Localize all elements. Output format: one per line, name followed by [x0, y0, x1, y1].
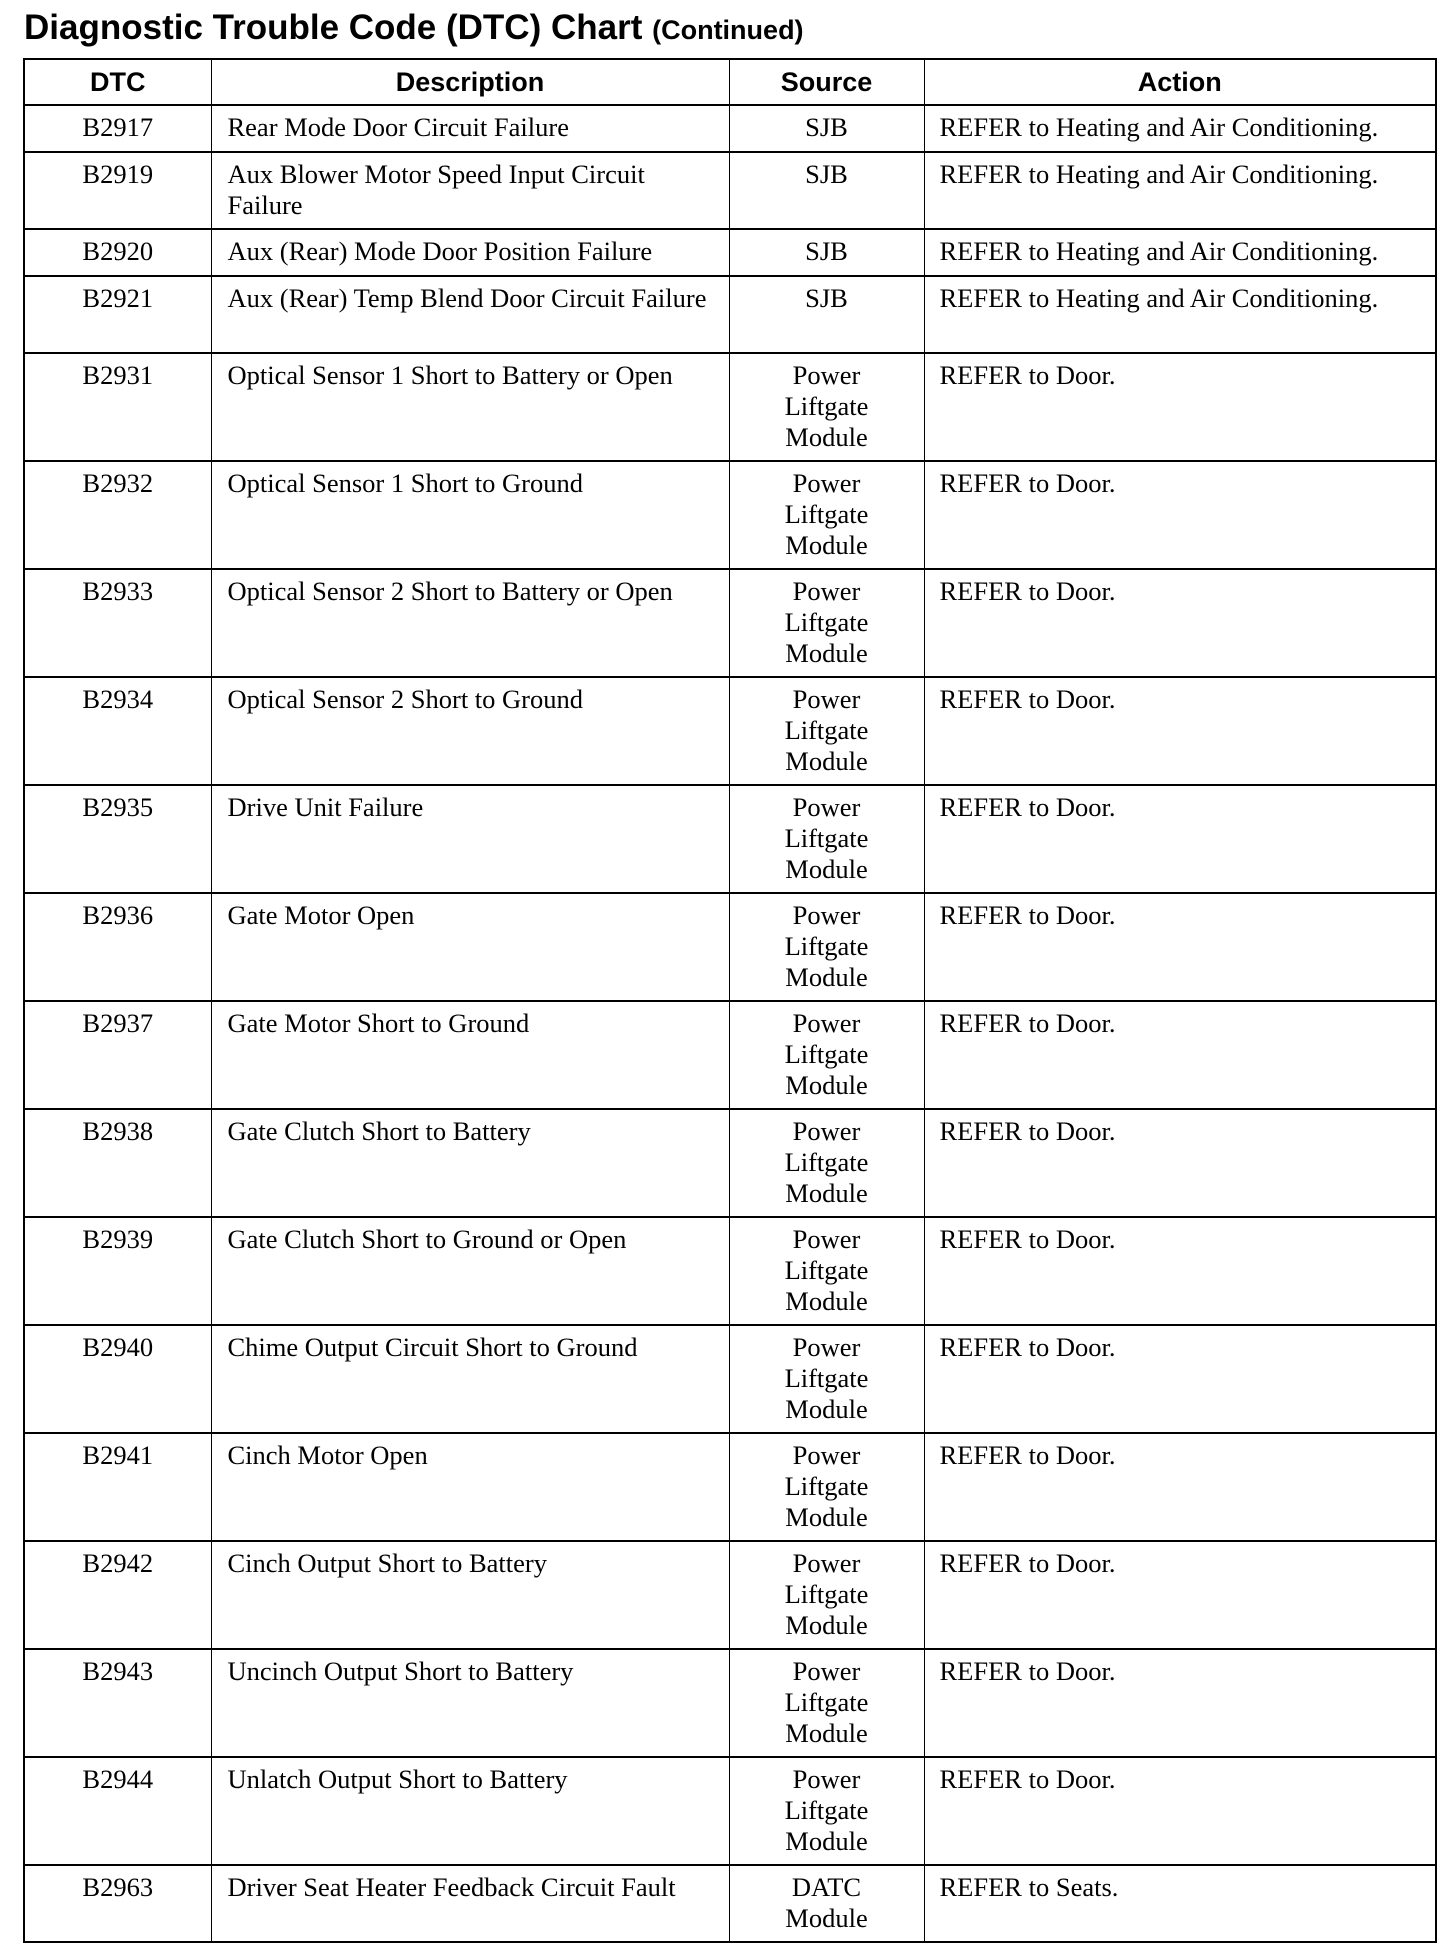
- action-cell: REFER to Door.: [924, 1649, 1436, 1757]
- dtc-code-cell: B2963: [24, 1865, 211, 1942]
- table-row: [24, 229, 1436, 276]
- dtc-code-cell: B2932: [24, 461, 211, 569]
- source-line: Power: [792, 1440, 861, 1470]
- table-row: [24, 353, 1436, 461]
- action-cell: REFER to Heating and Air Conditioning.: [924, 276, 1436, 353]
- source-line: Power: [792, 1548, 861, 1578]
- source-cell: [729, 1649, 924, 1757]
- description-cell: Driver Seat Heater Feedback Circuit Fault: [211, 1865, 729, 1942]
- source-cell: [729, 229, 924, 276]
- source-line: Power: [792, 1656, 861, 1686]
- action-cell: REFER to Door.: [924, 569, 1436, 677]
- source-line: Power: [792, 468, 861, 498]
- description-cell: Aux Blower Motor Speed Input Circuit Failure: [211, 152, 729, 229]
- source-line: SJB: [805, 236, 848, 266]
- description-cell: Gate Clutch Short to Battery: [211, 1109, 729, 1217]
- table-row: [24, 152, 1436, 229]
- dtc-code-cell: B2921: [24, 276, 211, 353]
- source-line: Liftgate: [784, 1147, 869, 1177]
- description-cell: Rear Mode Door Circuit Failure: [211, 105, 729, 152]
- source-line: Power: [792, 792, 861, 822]
- source-line: Power: [792, 576, 861, 606]
- description-cell: Unlatch Output Short to Battery: [211, 1757, 729, 1865]
- source-cell: [729, 1541, 924, 1649]
- source-line: SJB: [805, 159, 848, 189]
- action-cell: REFER to Heating and Air Conditioning.: [924, 152, 1436, 229]
- table-row: [24, 1001, 1436, 1109]
- table-row: [24, 677, 1436, 785]
- table-row: [24, 1109, 1436, 1217]
- source-cell: [729, 105, 924, 152]
- source-line: Module: [785, 746, 868, 776]
- table-row: [24, 569, 1436, 677]
- action-cell: REFER to Door.: [924, 893, 1436, 1001]
- description-cell: Uncinch Output Short to Battery: [211, 1649, 729, 1757]
- action-cell: REFER to Door.: [924, 1325, 1436, 1433]
- dtc-code-cell: B2941: [24, 1433, 211, 1541]
- description-cell: Aux (Rear) Mode Door Position Failure: [211, 229, 729, 276]
- source-line: Liftgate: [784, 1039, 869, 1069]
- table-row: [24, 1325, 1436, 1433]
- table-row: [24, 1541, 1436, 1649]
- action-cell: REFER to Door.: [924, 1217, 1436, 1325]
- source-line: Liftgate: [784, 607, 869, 637]
- source-line: Module: [785, 1903, 868, 1933]
- source-line: Liftgate: [784, 1579, 869, 1609]
- source-cell: [729, 152, 924, 229]
- source-line: Module: [785, 1826, 868, 1856]
- source-line: Liftgate: [784, 823, 869, 853]
- action-cell: REFER to Door.: [924, 677, 1436, 785]
- source-line: Liftgate: [784, 715, 869, 745]
- table-row: [24, 785, 1436, 893]
- dtc-chart-table: [23, 58, 1437, 1943]
- source-line: Liftgate: [784, 1363, 869, 1393]
- source-cell: [729, 461, 924, 569]
- table-row: [24, 461, 1436, 569]
- action-cell: REFER to Door.: [924, 1433, 1436, 1541]
- table-row: [24, 893, 1436, 1001]
- source-line: Liftgate: [784, 1795, 869, 1825]
- header-row: [24, 59, 1436, 105]
- description-cell: Optical Sensor 1 Short to Battery or Open: [211, 353, 729, 461]
- source-cell: [729, 1325, 924, 1433]
- source-line: Power: [792, 360, 861, 390]
- action-cell: REFER to Door.: [924, 785, 1436, 893]
- page-title-suffix: (Continued): [652, 15, 804, 45]
- source-line: SJB: [805, 283, 848, 313]
- source-line: Module: [785, 638, 868, 668]
- source-line: Power: [792, 1116, 861, 1146]
- dtc-code-cell: B2934: [24, 677, 211, 785]
- action-cell: REFER to Seats.: [924, 1865, 1436, 1942]
- source-line: Liftgate: [784, 1687, 869, 1717]
- action-cell: REFER to Door.: [924, 1001, 1436, 1109]
- dtc-code-cell: B2942: [24, 1541, 211, 1649]
- table-row: [24, 105, 1436, 152]
- header-description: Description: [211, 59, 729, 105]
- source-line: Liftgate: [784, 499, 869, 529]
- source-cell: [729, 569, 924, 677]
- dtc-code-cell: B2933: [24, 569, 211, 677]
- header-action: Action: [924, 59, 1436, 105]
- description-cell: Cinch Motor Open: [211, 1433, 729, 1541]
- description-cell: Gate Motor Short to Ground: [211, 1001, 729, 1109]
- source-line: Module: [785, 1502, 868, 1532]
- action-cell: REFER to Door.: [924, 353, 1436, 461]
- table-body: [24, 105, 1436, 1942]
- source-line: Power: [792, 1224, 861, 1254]
- source-cell: [729, 1433, 924, 1541]
- source-cell: [729, 1757, 924, 1865]
- source-line: Module: [785, 1394, 868, 1424]
- description-cell: Gate Motor Open: [211, 893, 729, 1001]
- action-cell: REFER to Heating and Air Conditioning.: [924, 229, 1436, 276]
- action-cell: REFER to Heating and Air Conditioning.: [924, 105, 1436, 152]
- dtc-code-cell: B2943: [24, 1649, 211, 1757]
- header-source: Source: [729, 59, 924, 105]
- source-line: Module: [785, 962, 868, 992]
- source-line: Power: [792, 900, 861, 930]
- description-cell: Optical Sensor 2 Short to Ground: [211, 677, 729, 785]
- source-cell: [729, 893, 924, 1001]
- source-line: SJB: [805, 112, 848, 142]
- action-cell: REFER to Door.: [924, 1757, 1436, 1865]
- source-line: Liftgate: [784, 1255, 869, 1285]
- description-cell: Optical Sensor 2 Short to Battery or Open: [211, 569, 729, 677]
- dtc-code-cell: B2939: [24, 1217, 211, 1325]
- description-cell: Cinch Output Short to Battery: [211, 1541, 729, 1649]
- table-row: [24, 1649, 1436, 1757]
- description-cell: Drive Unit Failure: [211, 785, 729, 893]
- source-line: Module: [785, 1070, 868, 1100]
- source-line: Liftgate: [784, 931, 869, 961]
- source-cell: [729, 1865, 924, 1942]
- source-line: Power: [792, 1332, 861, 1362]
- source-cell: [729, 677, 924, 785]
- dtc-code-cell: B2938: [24, 1109, 211, 1217]
- description-cell: Gate Clutch Short to Ground or Open: [211, 1217, 729, 1325]
- source-line: Module: [785, 1178, 868, 1208]
- action-cell: REFER to Door.: [924, 1541, 1436, 1649]
- source-cell: [729, 353, 924, 461]
- source-line: Module: [785, 530, 868, 560]
- source-line: Power: [792, 1764, 861, 1794]
- description-cell: Chime Output Circuit Short to Ground: [211, 1325, 729, 1433]
- table-row: [24, 1757, 1436, 1865]
- header-dtc: DTC: [24, 59, 211, 105]
- dtc-code-cell: B2940: [24, 1325, 211, 1433]
- source-line: Module: [785, 422, 868, 452]
- dtc-code-cell: B2931: [24, 353, 211, 461]
- source-line: Module: [785, 854, 868, 884]
- action-cell: REFER to Door.: [924, 461, 1436, 569]
- description-cell: Optical Sensor 1 Short to Ground: [211, 461, 729, 569]
- source-line: Liftgate: [784, 391, 869, 421]
- source-line: Module: [785, 1610, 868, 1640]
- source-line: Module: [785, 1286, 868, 1316]
- source-line: Power: [792, 684, 861, 714]
- table-row: [24, 1217, 1436, 1325]
- dtc-code-cell: B2937: [24, 1001, 211, 1109]
- source-line: Power: [792, 1008, 861, 1038]
- page-title-main: Diagnostic Trouble Code (DTC) Chart: [24, 8, 643, 47]
- page-title: [24, 8, 804, 48]
- table-row: [24, 276, 1436, 353]
- action-cell: REFER to Door.: [924, 1109, 1436, 1217]
- source-line: Module: [785, 1718, 868, 1748]
- description-cell: Aux (Rear) Temp Blend Door Circuit Failure: [211, 276, 729, 353]
- table-row: [24, 1433, 1436, 1541]
- dtc-code-cell: B2935: [24, 785, 211, 893]
- source-cell: [729, 1109, 924, 1217]
- source-cell: [729, 1001, 924, 1109]
- dtc-code-cell: B2944: [24, 1757, 211, 1865]
- source-line: DATC: [791, 1872, 862, 1902]
- dtc-code-cell: B2917: [24, 105, 211, 152]
- source-cell: [729, 1217, 924, 1325]
- source-cell: [729, 276, 924, 353]
- table-row: [24, 1865, 1436, 1942]
- dtc-code-cell: B2936: [24, 893, 211, 1001]
- dtc-code-cell: B2919: [24, 152, 211, 229]
- source-line: Liftgate: [784, 1471, 869, 1501]
- dtc-code-cell: B2920: [24, 229, 211, 276]
- source-cell: [729, 785, 924, 893]
